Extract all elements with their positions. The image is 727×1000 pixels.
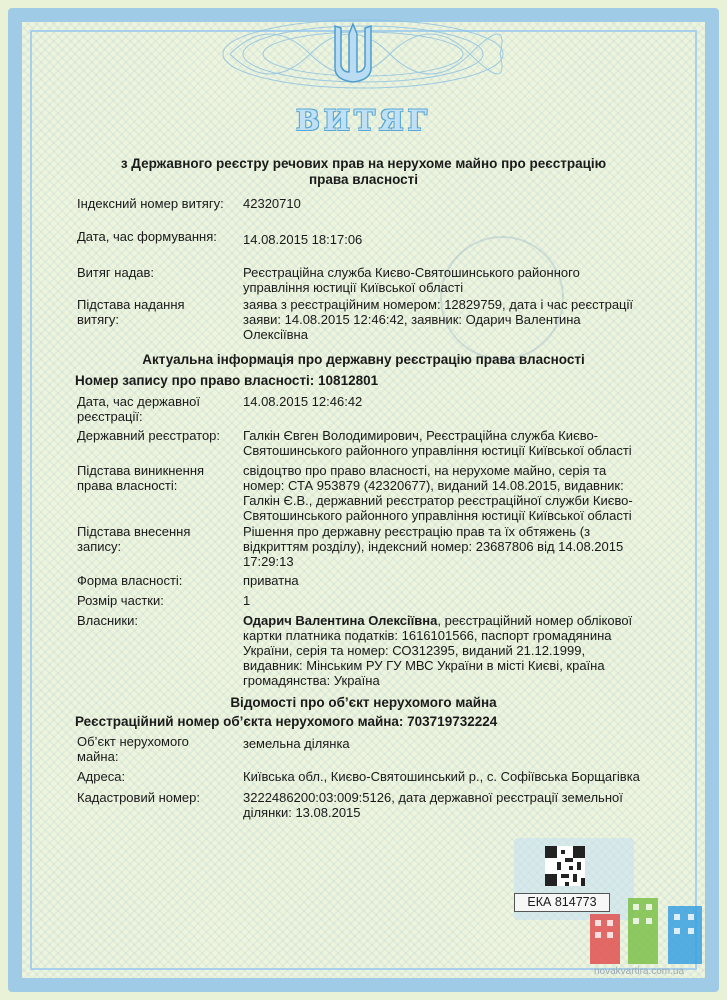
registrar-value: Галкін Євген Володимирович, Реєстраційна служба Києво-Святошинського районного управління юстиції Київської області [243, 428, 632, 458]
object-value: земельна ділянка [243, 736, 350, 751]
object-label: Об’єкт нерухомого майна: [77, 734, 189, 764]
address-label: Адреса: [77, 769, 126, 784]
origin-value: свідоцтво про право власності, на нерухоме майно, серія та номер: СТА 953879 (42320677), виданий 14.08.2015, видавник: Галкін Є.В., державний реєстратор реєстраційної служби Києво-Святошинського районного управління юстиції Київської області [243, 463, 633, 523]
owners-label: Власники: [77, 613, 138, 628]
share-label: Розмір частки: [77, 593, 164, 608]
cadastre-value: 3222486200:03:009:5126, дата державної реєстрації земельної ділянки: 13.08.2015 [243, 790, 623, 820]
share-value: 1 [243, 593, 251, 608]
reg-date-value: 14.08.2015 12:46:42 [243, 394, 363, 409]
address-value: Київська обл., Києво-Святошинський р., с. Софіївська Борщагівка [243, 769, 640, 784]
owner-name: Одарич Валентина Олексіївна [243, 613, 438, 628]
owner-details: , реєстраційний номер облікової картки платника податків: 1616101566, паспорт громадянина України, серія та номер: СО312395, виданий 21.12.1999, видавник: Мінським РУ ГУ МВС України в місті Києві, країна громадянства: Україна [243, 613, 633, 688]
record-number-header: Номер запису про право власності: 10812801 [75, 373, 379, 388]
issued-label: Витяг надав: [77, 265, 155, 280]
property-section-title: Відомості про об’єкт нерухомого майна [230, 695, 497, 710]
form-value: приватна [243, 573, 299, 588]
reg-date-label: Дата, час державної реєстрації: [77, 394, 201, 424]
origin-label: Підстава виникнення права власності: [77, 463, 205, 493]
issued-value: Реєстраційна служба Києво-Святошинського районного управління юстиції Київської області [243, 265, 580, 295]
qr-code-icon [543, 846, 587, 886]
date-label: Дата, час формування: [77, 229, 217, 244]
owners-value [243, 613, 643, 688]
date-value: 14.08.2015 18:17:06 [243, 232, 363, 247]
form-label: Форма власності: [77, 573, 183, 588]
entry-label: Підстава внесення запису: [77, 524, 191, 554]
trident-icon [331, 22, 375, 86]
serial-number: ЕКА 814773 [514, 893, 610, 912]
document-subtitle: з Державного реєстру речових прав на нерухоме майно про реєстрацію права власності [120, 156, 607, 187]
watermark-logo-icon [590, 892, 708, 964]
basis-value: заява з реєстраційним номером: 12829759, дата і час реєстрації заяви: 14.08.2015 12:46:42, заявник: Одарич Валентина Олексіївна [243, 297, 634, 342]
basis-label: Підстава надання витягу: [77, 297, 185, 327]
registrar-label: Державний реєстратор: [77, 428, 221, 443]
property-reg-header: Реєстраційний номер об’єкта нерухомого майна: 703719732224 [75, 714, 498, 729]
index-label: Індексний номер витягу: [77, 196, 224, 211]
cadastre-label: Кадастровий номер: [77, 790, 200, 805]
index-value: 42320710 [243, 196, 301, 211]
watermark-text: novakvartira.com.ua [594, 966, 685, 977]
registration-section-title: Актуальна інформація про державну реєстрацію права власності [142, 352, 585, 367]
entry-value: Рішення про державну реєстрацію прав та їх обтяжень (з відкриттям розділу), індексний номер: 23687806 від 14.08.2015 17:29:13 [243, 524, 624, 569]
document-title: ВИТЯГ [296, 104, 431, 137]
